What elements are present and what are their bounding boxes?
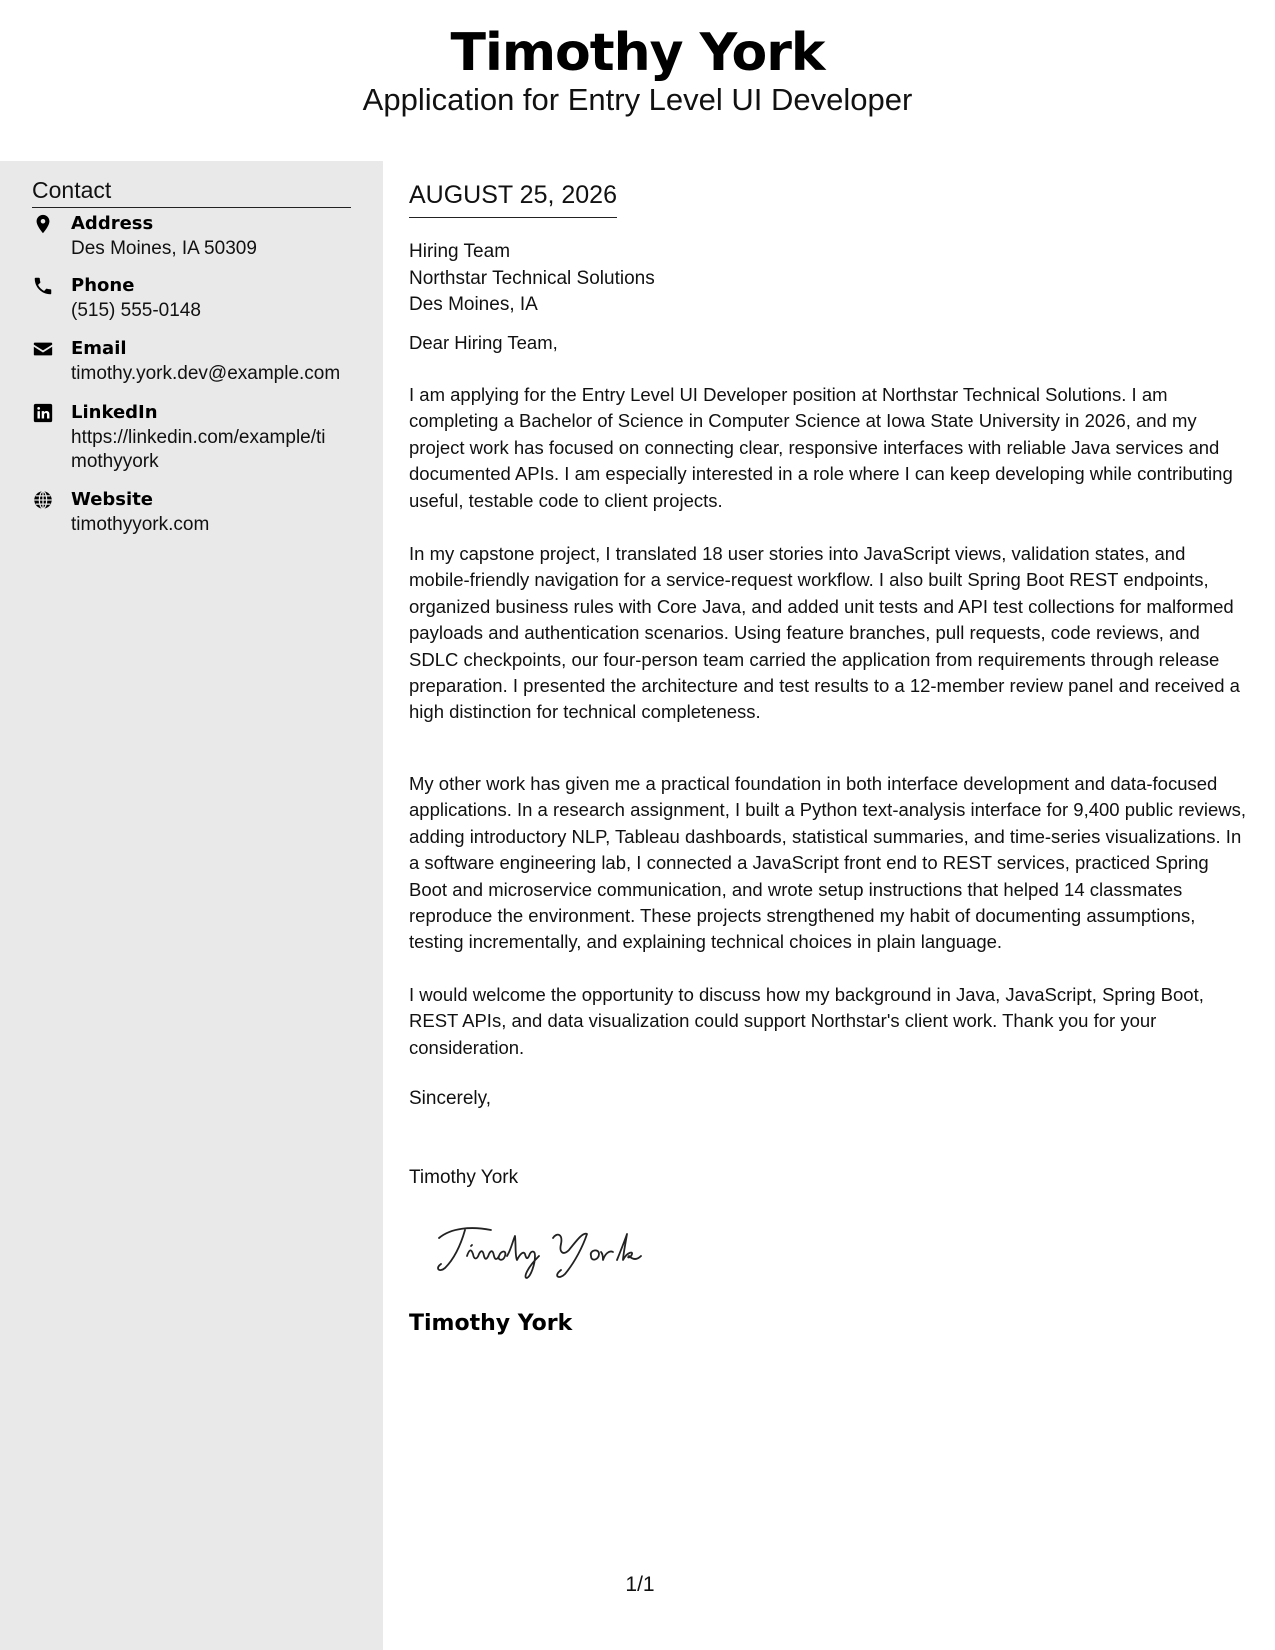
contact-sidebar [0, 161, 383, 1650]
address-label: Address [71, 213, 154, 234]
letter-date: AUGUST 25, 2026 [409, 179, 617, 218]
website-value[interactable]: timothyyork.com [71, 514, 210, 535]
applicant-name: Timothy York [450, 23, 825, 83]
paragraph-3 [409, 771, 1249, 956]
closing: Sincerely, [409, 1088, 492, 1109]
paragraph-2-text: In my capstone project, I translated 18 user stories into JavaScript views, validation states, and mobile-friendly navigation for a service-request workflow. I also built Spring Boot REST endpoints, organized business rules with Core Java, and added unit tests and API test collections for malformed payloads and authentication scenarios. Using feature branches, pull requests, code reviews, and SDLC checkpoints, our four-person team carried the application from requirements through release preparation. I presented the architecture and test results to a 12-member review panel and received a high distinction for technical completeness. [409, 543, 1240, 723]
phone-label: Phone [71, 275, 135, 296]
paragraph-2 [409, 541, 1249, 726]
handwritten-signature [431, 1216, 671, 1286]
paragraph-4 [409, 982, 1249, 1061]
paragraph-4-text: I would welcome the opportunity to discuss how my background in Java, JavaScript, Spring Boot, REST APIs, and data visualization could support Northstar's client work. Thank you for your consideration. [409, 984, 1204, 1058]
application-title: Application for Entry Level UI Developer [362, 82, 913, 117]
signer-bold-name: Timothy York [409, 1311, 573, 1336]
email-value[interactable]: timothy.york.dev@example.com [71, 363, 341, 384]
linkedin-icon [32, 402, 56, 426]
map-pin-icon [32, 213, 56, 237]
recipient-line: Hiring Team [409, 241, 511, 262]
website-label: Website [71, 489, 154, 510]
recipient-location: Des Moines, IA [409, 294, 538, 315]
address-value: Des Moines, IA 50309 [71, 238, 257, 259]
paragraph-1-text: I am applying for the Entry Level UI Developer position at Northstar Technical Solutions. I am completing a Bachelor of Science in Computer Science at Iowa State University in 2026, and my project work has focused on connecting clear, responsive interfaces with reliable Java services and documented APIs. I am especially interested in a role where I can keep developing while contributing useful, testable code to client projects. [409, 384, 1233, 511]
letter-header [0, 0, 1275, 160]
salutation [409, 330, 1249, 356]
envelope-icon [32, 338, 56, 362]
email-label: Email [71, 338, 127, 359]
recipient-block [409, 239, 655, 319]
recipient-company: Northstar Technical Solutions [409, 267, 655, 289]
salutation-text: Dear Hiring Team, [409, 332, 558, 353]
paragraph-3-text: My other work has given me a practical foundation in both interface development and data-focused applications. In a research assignment, I built a Python text-analysis interface for 9,400 public reviews, adding introductory NLP, Tableau dashboards, statistical summaries, and time-series visualizations. In a software engineering lab, I connected a JavaScript front end to REST services, practiced Spring Boot and microservice communication, and wrote setup instructions that helped 14 classmates reproduce the environment. These projects strengthened my habit of documenting assumptions, testing incrementally, and explaining technical choices in plain language. [409, 773, 1247, 953]
linkedin-value[interactable]: https://linkedin.com/example/timothyyork [71, 427, 326, 472]
phone-icon [32, 275, 56, 299]
signer-name: Timothy York [409, 1167, 519, 1188]
page-number: 1/1 [625, 1573, 655, 1596]
contact-heading: Contact [32, 175, 351, 208]
paragraph-1 [409, 382, 1249, 514]
linkedin-label: LinkedIn [71, 402, 158, 423]
phone-value: (515) 555-0148 [71, 300, 201, 321]
globe-icon [32, 489, 56, 513]
